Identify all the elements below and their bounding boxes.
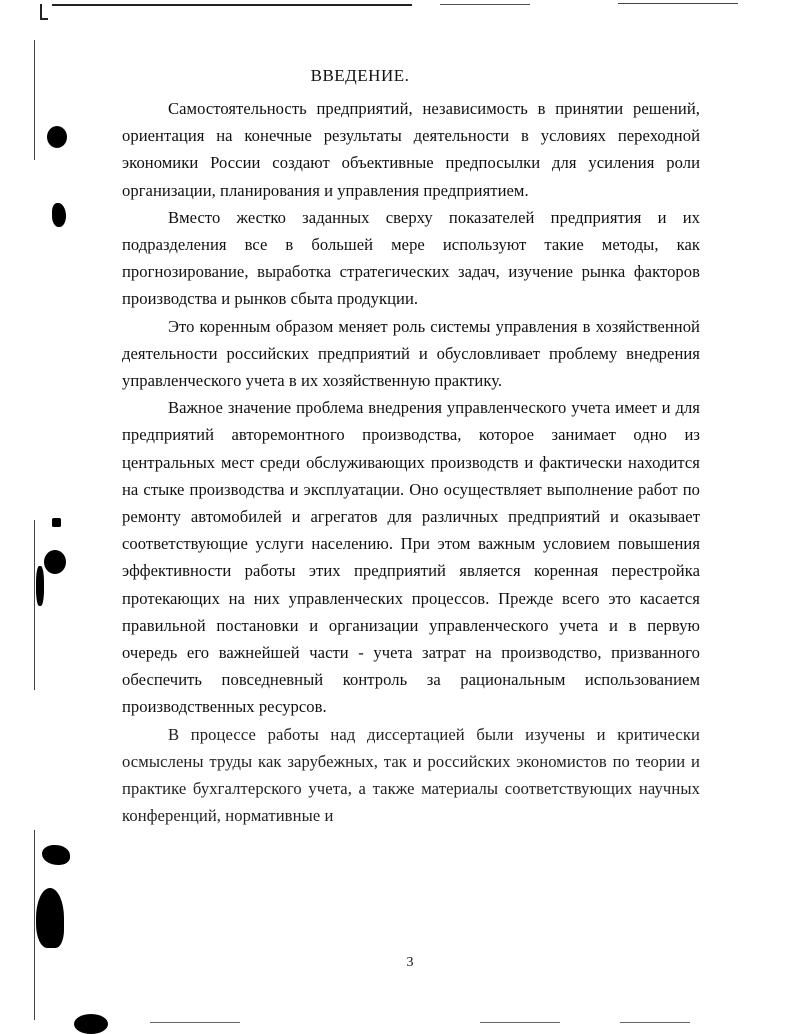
scan-top-line: [440, 4, 530, 5]
paragraph: Важное значение проблема внедрения управленческого учета имеет и для предприятий авторемонтного производства, которое занимает одно из центральных мест среди обслуживающих производств и фактически находится на стыке производства и эксплуатации. Оно осуществляет выполнение работ по ремонту автомобилей и агрегатов для различных предприятий и оказывает соответствующие услуги населению. При этом важным условием повышения эффективности работы этих предприятий является коренная перестройка протекающих на них управленческих процессов. Прежде всего это касается правильной постановки и организации управленческого учета и в первую очередь его важнейшей части - учета затрат на производство, призванного обеспечить повседневный контроль за рациональным использованием производственных ресурсов.: [122, 398, 700, 717]
scan-smudge: [74, 1014, 108, 1034]
scan-smudge: [36, 566, 44, 606]
scan-left-edge: [34, 40, 35, 160]
scan-bottom-line: [620, 1022, 690, 1023]
page-number: 3: [406, 955, 414, 970]
punch-hole-mark: [36, 888, 64, 948]
paragraph: Вместо жестко заданных сверху показателей предприятия и их подразделения все в большей мере используют такие методы, как прогнозирование, выработка стратегических задач, изучение рынка факторов производства и рынков сбыта продукции.: [122, 207, 700, 309]
scan-top-line: [618, 3, 738, 4]
scan-top-line: [52, 4, 412, 6]
page-title: ВВЕДЕНИЕ.: [310, 66, 410, 85]
paragraph: В процессе работы над диссертацией были изучены и критически осмыслены труды как зарубежных, так и российских экономистов по теории и практике бухгалтерского учета, а также материалы соответствующих научных конференций, нормативные и: [122, 724, 700, 826]
scan-speck: [52, 518, 61, 527]
punch-hole-mark: [47, 126, 67, 148]
paragraph: Это коренным образом меняет роль системы управления в хозяйственной деятельности российских предприятий и обусловливает проблему внедрения управленческого учета в их хозяйственную практику.: [122, 316, 700, 391]
punch-hole-mark: [42, 845, 70, 865]
paragraph: Самостоятельность предприятий, независимость в принятии решений, ориентация на конечные результаты деятельности в условиях переходной экономики России создают объективные предпосылки для усиления роли организации, планирования и управления предприятием.: [122, 99, 700, 200]
scan-bottom-line: [150, 1022, 240, 1023]
punch-hole-mark: [52, 203, 66, 227]
punch-hole-mark: [44, 550, 66, 574]
body-text: [122, 95, 700, 829]
scan-bottom-line: [480, 1022, 560, 1023]
scan-corner-mark: [40, 4, 48, 20]
scan-left-edge: [34, 520, 35, 690]
scan-left-edge: [34, 830, 35, 1020]
